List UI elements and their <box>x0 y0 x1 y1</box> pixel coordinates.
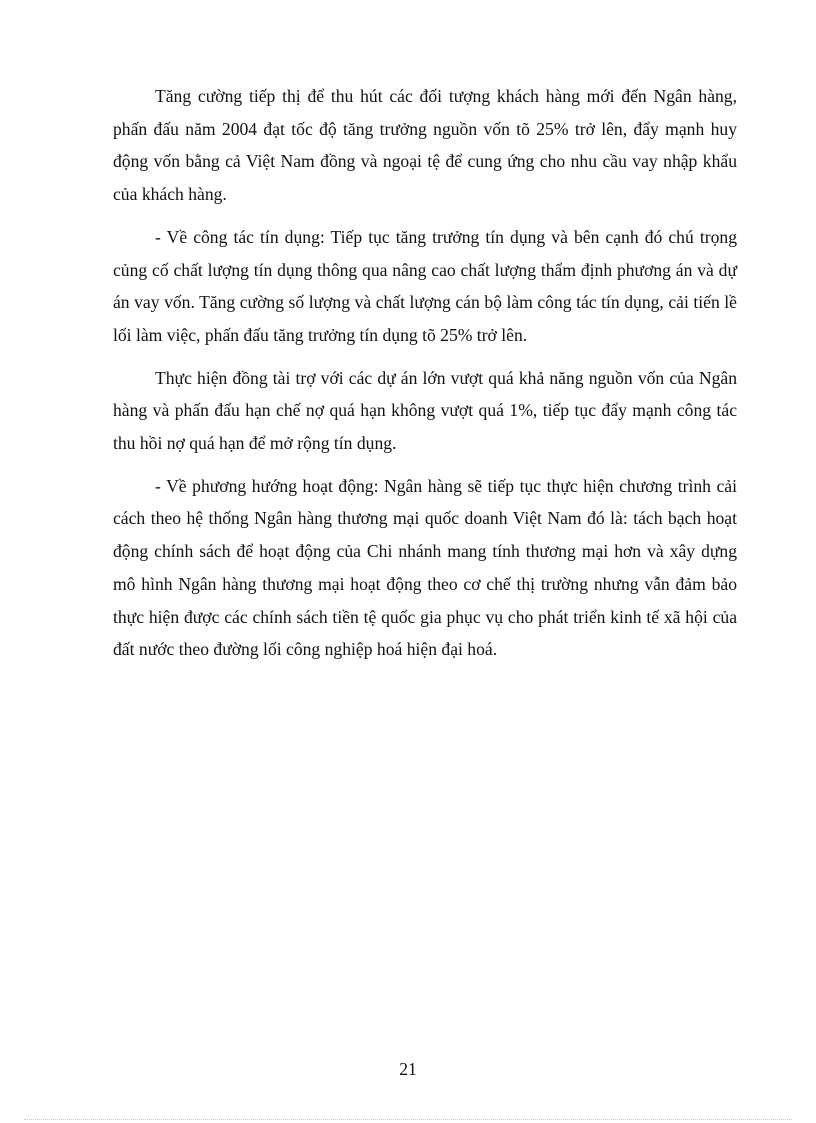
page-number: 21 <box>399 1059 417 1079</box>
paragraph-co-financing: Thực hiện đồng tài trợ với các dự án lớn vượt quá khả năng nguồn vốn của Ngân hàng và phấn đấu hạn chế nợ quá hạn không vượt quá 1%, tiếp tục đẩy mạnh công tác thu hồi nợ quá hạn để mở rộng tín dụng. <box>113 367 737 454</box>
page-bottom-divider <box>24 1119 792 1120</box>
paragraph-credit: - Về công tác tín dụng: Tiếp tục tăng trưởng tín dụng và bên cạnh đó chú trọng củng cố chất lượng tín dụng thông qua nâng cao chất lượng thẩm định phương án và dự án vay vốn. Tăng cường số lượng và chất lượng cán bộ làm công tác tín dụng, cải tiến lề lối làm việc, phấn đấu tăng trưởng tín dụng tõ 25% trở lên. <box>113 226 737 345</box>
paragraph-marketing: Tăng cường tiếp thị để thu hút các đối tượng khách hàng mới đến Ngân hàng, phấn đấu năm 2004 đạt tốc độ tăng trưởng nguồn vốn tõ 25% trở lên, đẩy mạnh huy động vốn bằng cả Việt Nam đồng và ngoại tệ để cung ứng cho nhu cầu vay nhập khẩu của khách hàng. <box>113 86 737 205</box>
document-body <box>113 80 737 676</box>
paragraph-operations: - Về phương hướng hoạt động: Ngân hàng sẽ tiếp tục thực hiện chương trình cải cách theo hệ thống Ngân hàng thương mại quốc doanh Việt Nam đó là: tách bạch hoạt động chính sách để hoạt động của Chi nhánh mang tính thương mại hơn và xây dựng mô hình Ngân hàng thương mại hoạt động theo cơ chế thị trường nhưng vẫn đảm bảo thực hiện được các chính sách tiền tệ quốc gia phục vụ cho phát triển kinh tế xã hội của đất nước theo đường lối công nghiệp hoá hiện đại hoá. <box>113 475 737 660</box>
